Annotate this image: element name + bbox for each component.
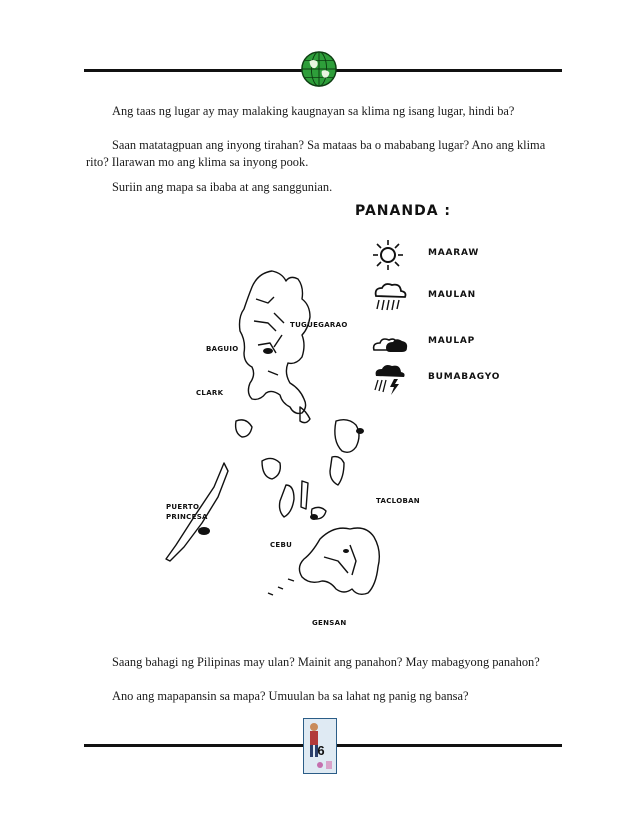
map-label-gensan: GENSAN: [312, 619, 347, 627]
philippines-map: [150, 195, 520, 635]
page-number-badge: [303, 718, 337, 774]
legend-label-maulap: MAULAP: [428, 336, 476, 346]
map-label-puerto: PUERTO: [166, 503, 200, 511]
final-question: Ano ang mapapansin sa mapa? Umuulan ba sa lahat ng panig ng bansa?: [112, 689, 469, 703]
closing-questions: Saang bahagi ng Pilipinas may ulan? Mainit ang panahon? May mabagyong panahon?: [112, 655, 540, 669]
map-label-princesa: PRINCESA: [166, 513, 208, 521]
legend-label-maulan: MAULAN: [428, 290, 476, 300]
intro-paragraph: Ang taas ng lugar ay may malaking kaugnayan sa klima ng isang lugar, hindi ba?: [112, 104, 515, 118]
legend-label-bumabagyo: BUMABAGYO: [428, 372, 501, 382]
page-number: 6: [317, 743, 325, 758]
globe-icon: [300, 50, 338, 88]
question-paragraph: Saan matatagpuan ang inyong tirahan? Sa mataas ba o mababang lugar? Ano ang klima rito? Ilarawan mo ang klima sa inyong pook.: [86, 138, 546, 169]
map-label-cebu: CEBU: [270, 541, 293, 549]
map-label-baguio: BAGUIO: [206, 345, 239, 353]
map-label-tuguegarao: TUGUEGARAO: [290, 321, 348, 329]
legend-title: PANANDA :: [355, 203, 452, 219]
instruction-paragraph: Suriin ang mapa sa ibaba at ang sanggunian.: [112, 180, 333, 194]
map-label-clark: CLARK: [196, 389, 224, 397]
legend-label-maaraw: MAARAW: [428, 248, 480, 258]
map-label-tacloban: TACLOBAN: [376, 497, 420, 505]
philippines-map-drawing: [150, 195, 520, 635]
